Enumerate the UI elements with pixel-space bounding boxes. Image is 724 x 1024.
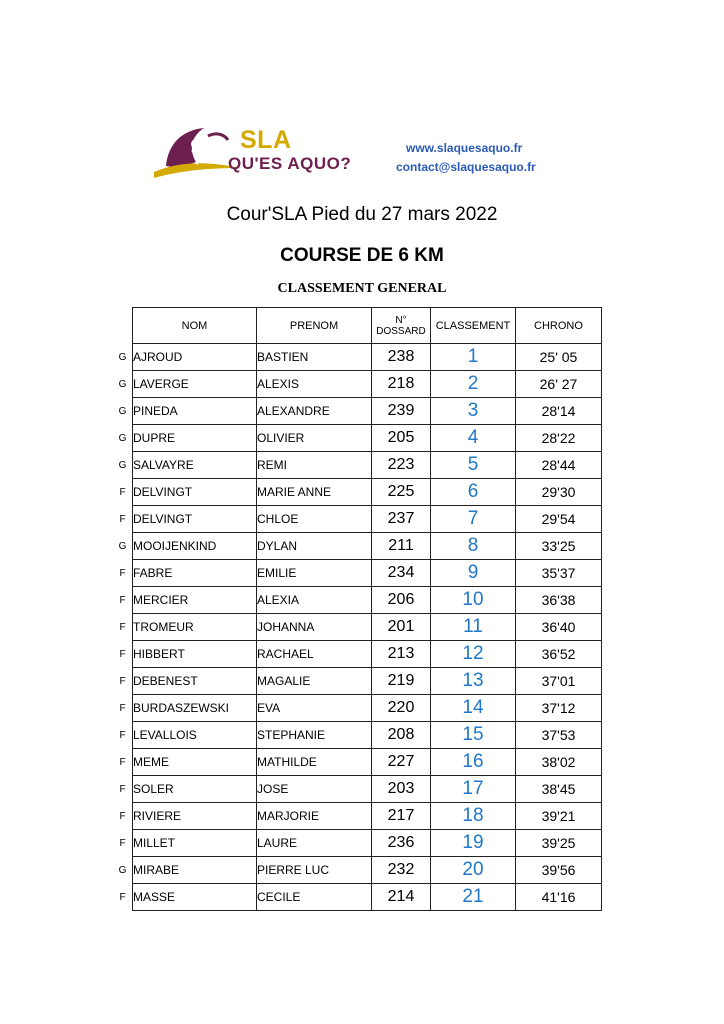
nom-cell: LAVERGE: [133, 371, 257, 398]
nom-cell: FABRE: [133, 560, 257, 587]
rank-cell: 15: [431, 722, 516, 749]
dossard-cell: 217: [372, 803, 431, 830]
dossard-cell: 218: [372, 371, 431, 398]
chrono-cell: 35'37: [516, 560, 602, 587]
logo-sla-text: SLA: [240, 126, 292, 154]
prenom-cell: CECILE: [257, 884, 372, 911]
nom-cell: MASSE: [133, 884, 257, 911]
table-row: [113, 587, 602, 614]
chrono-cell: 38'02: [516, 749, 602, 776]
nom-cell: MEME: [133, 749, 257, 776]
prenom-cell: OLIVIER: [257, 425, 372, 452]
table-row: [113, 776, 602, 803]
prenom-cell: MARIE ANNE: [257, 479, 372, 506]
nom-cell: DELVINGT: [133, 479, 257, 506]
dossard-cell: 201: [372, 614, 431, 641]
sex-cell: F: [119, 783, 126, 795]
chrono-cell: 28'22: [516, 425, 602, 452]
sex-cell: F: [119, 810, 126, 822]
rank-cell: 17: [431, 776, 516, 803]
rank-cell: 14: [431, 695, 516, 722]
sex-cell: G: [118, 432, 127, 444]
sex-cell: G: [118, 378, 127, 390]
table-row: [113, 830, 602, 857]
sex-cell: F: [119, 891, 126, 903]
table-row: [113, 803, 602, 830]
dossard-cell: 208: [372, 722, 431, 749]
chrono-cell: 37'01: [516, 668, 602, 695]
table-row: [113, 722, 602, 749]
table-row: [113, 668, 602, 695]
sex-cell: G: [118, 864, 127, 876]
rank-cell: 3: [431, 398, 516, 425]
chrono-cell: 29'54: [516, 506, 602, 533]
contact-block: [396, 139, 536, 177]
prenom-cell: EMILIE: [257, 560, 372, 587]
dossard-cell: 225: [372, 479, 431, 506]
rank-cell: 13: [431, 668, 516, 695]
chrono-cell: 25' 05: [516, 344, 602, 371]
sex-cell: F: [119, 756, 126, 768]
prenom-cell: JOSE: [257, 776, 372, 803]
sla-logo: [152, 122, 382, 180]
rank-cell: 10: [431, 587, 516, 614]
nom-cell: LEVALLOIS: [133, 722, 257, 749]
table-row: [113, 452, 602, 479]
sex-cell: F: [119, 621, 126, 633]
results-table: [113, 307, 602, 911]
rank-cell: 4: [431, 425, 516, 452]
nom-cell: SALVAYRE: [133, 452, 257, 479]
dossard-cell: 214: [372, 884, 431, 911]
dossard-cell: 219: [372, 668, 431, 695]
prenom-cell: EVA: [257, 695, 372, 722]
nom-cell: MERCIER: [133, 587, 257, 614]
chrono-cell: 28'44: [516, 452, 602, 479]
dossard-cell: 234: [372, 560, 431, 587]
rank-cell: 2: [431, 371, 516, 398]
dossard-cell: 206: [372, 587, 431, 614]
sex-cell: G: [118, 540, 127, 552]
chrono-cell: 36'40: [516, 614, 602, 641]
chrono-cell: 39'25: [516, 830, 602, 857]
table-row: [113, 344, 602, 371]
prenom-cell: REMI: [257, 452, 372, 479]
nom-cell: PINEDA: [133, 398, 257, 425]
table-row: [113, 398, 602, 425]
dossard-cell: 213: [372, 641, 431, 668]
website-link[interactable]: www.slaquesaquo.fr: [406, 141, 523, 155]
dossard-cell: 227: [372, 749, 431, 776]
sex-cell: F: [119, 486, 126, 498]
chrono-cell: 36'52: [516, 641, 602, 668]
rank-cell: 6: [431, 479, 516, 506]
dossard-cell: 238: [372, 344, 431, 371]
table-row: [113, 506, 602, 533]
rank-cell: 8: [431, 533, 516, 560]
chrono-cell: 36'38: [516, 587, 602, 614]
sex-cell: F: [119, 594, 126, 606]
dossard-header-line1: N°: [395, 314, 407, 326]
rank-cell: 9: [431, 560, 516, 587]
nom-cell: SOLER: [133, 776, 257, 803]
prenom-cell: DYLAN: [257, 533, 372, 560]
sex-cell: F: [119, 675, 126, 687]
chrono-cell: 33'25: [516, 533, 602, 560]
rank-cell: 16: [431, 749, 516, 776]
prenom-cell: LAURE: [257, 830, 372, 857]
nom-cell: DELVINGT: [133, 506, 257, 533]
table-row: [113, 560, 602, 587]
nom-cell: BURDASZEWSKI: [133, 695, 257, 722]
table-row: [113, 479, 602, 506]
table-row: [113, 749, 602, 776]
sex-cell: F: [119, 567, 126, 579]
chrono-cell: 28'14: [516, 398, 602, 425]
dossard-cell: 232: [372, 857, 431, 884]
dossard-cell: 220: [372, 695, 431, 722]
nom-cell: RIVIERE: [133, 803, 257, 830]
table-header-row: [113, 308, 602, 344]
sex-cell: G: [118, 459, 127, 471]
chrono-cell: 37'53: [516, 722, 602, 749]
chrono-cell: 29'30: [516, 479, 602, 506]
nom-header: NOM: [133, 308, 257, 344]
logo-tagline-text: QU'ES AQUO?: [228, 154, 352, 173]
course-title: COURSE DE 6 KM: [280, 245, 444, 266]
table-row: [113, 641, 602, 668]
nom-cell: MIRABE: [133, 857, 257, 884]
dossard-header-line2: DOSSARD: [376, 325, 426, 337]
prenom-cell: MATHILDE: [257, 749, 372, 776]
nom-cell: MILLET: [133, 830, 257, 857]
dossard-cell: 223: [372, 452, 431, 479]
sex-cell: G: [118, 405, 127, 417]
prenom-cell: ALEXIS: [257, 371, 372, 398]
chrono-header: CHRONO: [516, 308, 602, 344]
dossard-cell: 205: [372, 425, 431, 452]
rank-cell: 19: [431, 830, 516, 857]
nom-cell: TROMEUR: [133, 614, 257, 641]
nom-cell: HIBBERT: [133, 641, 257, 668]
chrono-cell: 37'12: [516, 695, 602, 722]
table-row: [113, 884, 602, 911]
dossard-cell: 211: [372, 533, 431, 560]
dossard-cell: 236: [372, 830, 431, 857]
sex-cell: F: [119, 702, 126, 714]
nom-cell: DEBENEST: [133, 668, 257, 695]
rank-cell: 20: [431, 857, 516, 884]
nom-cell: AJROUD: [133, 344, 257, 371]
ranking-title: CLASSEMENT GENERAL: [277, 281, 447, 296]
sex-cell: F: [119, 729, 126, 741]
prenom-cell: MARJORIE: [257, 803, 372, 830]
table-row: [113, 857, 602, 884]
rank-cell: 21: [431, 884, 516, 911]
prenom-cell: ALEXANDRE: [257, 398, 372, 425]
rank-cell: 5: [431, 452, 516, 479]
sex-cell: F: [119, 837, 126, 849]
sex-cell: G: [118, 351, 127, 363]
chrono-cell: 39'56: [516, 857, 602, 884]
rank-cell: 7: [431, 506, 516, 533]
sex-header: [113, 308, 133, 344]
table-row: [113, 614, 602, 641]
rank-cell: 12: [431, 641, 516, 668]
prenom-cell: ALEXIA: [257, 587, 372, 614]
table-row: [113, 425, 602, 452]
prenom-cell: RACHAEL: [257, 641, 372, 668]
table-row: [113, 371, 602, 398]
dossard-header: [372, 308, 431, 344]
nom-cell: DUPRE: [133, 425, 257, 452]
prenom-cell: PIERRE LUC: [257, 857, 372, 884]
chrono-cell: 26' 27: [516, 371, 602, 398]
prenom-cell: MAGALIE: [257, 668, 372, 695]
prenom-header: PRENOM: [257, 308, 372, 344]
dossard-cell: 239: [372, 398, 431, 425]
dossard-cell: 203: [372, 776, 431, 803]
email-link[interactable]: contact@slaquesaquo.fr: [396, 160, 536, 174]
prenom-cell: CHLOE: [257, 506, 372, 533]
event-title: Cour'SLA Pied du 27 mars 2022: [226, 204, 498, 225]
rank-cell: 1: [431, 344, 516, 371]
chrono-cell: 41'16: [516, 884, 602, 911]
prenom-cell: JOHANNA: [257, 614, 372, 641]
results-body: [113, 344, 602, 911]
dossard-cell: 237: [372, 506, 431, 533]
sex-cell: F: [119, 648, 126, 660]
table-row: [113, 695, 602, 722]
table-row: [113, 533, 602, 560]
rank-cell: 11: [431, 614, 516, 641]
chrono-cell: 38'45: [516, 776, 602, 803]
sex-cell: F: [119, 513, 126, 525]
prenom-cell: STEPHANIE: [257, 722, 372, 749]
classement-header: CLASSEMENT: [431, 308, 516, 344]
prenom-cell: BASTIEN: [257, 344, 372, 371]
chrono-cell: 39'21: [516, 803, 602, 830]
nom-cell: MOOIJENKIND: [133, 533, 257, 560]
rank-cell: 18: [431, 803, 516, 830]
